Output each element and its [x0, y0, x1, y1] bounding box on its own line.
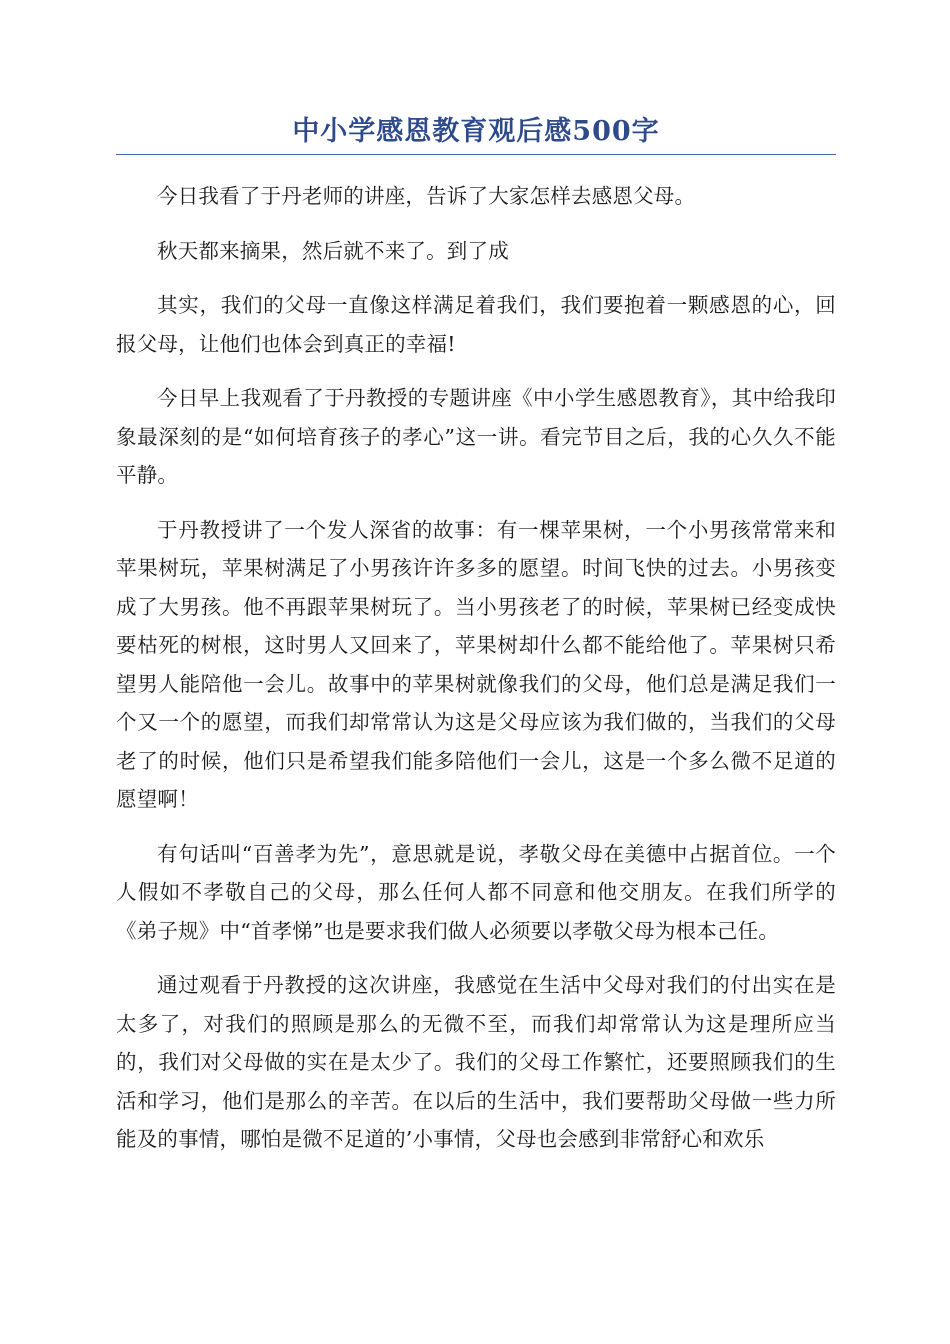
document-page — [116, 112, 836, 1175]
title-underline — [116, 154, 836, 155]
paragraph: 秋天都来摘果，然后就不来了。到了成 — [157, 238, 509, 263]
paragraph: 今日我看了于丹老师的讲座，告诉了大家怎样去感恩父母。 — [157, 184, 696, 208]
paragraph: 通过观看于丹教授的这次讲座，我感觉在生活中父母对我们的付出实在是太多了，对我们的照顾是那么的无微不至，而我们却常常认为这是理所应当的，我们对父母做的实在是太少了。我们的父母工作繁忙，还要照顾我们的生活和学习，他们是那么的辛苦。在以后的生活中，我们要帮助父母做一些力所能及的事情，哪怕是微不足道的’小事情，父母也会感到非常舒心和欢乐 — [116, 973, 836, 1151]
paragraph: 于丹教授讲了一个发人深省的故事：有一棵苹果树，一个小男孩常常来和苹果树玩，苹果树满足了小男孩许许多多的愿望。时间飞快的过去。小男孩变成了大男孩。他不再跟苹果树玩了。当小男孩老了的时候，苹果树已经变成快要枯死的树根，这时男人又回来了，苹果树却什么都不能给他了。苹果树只希望男人能陪他一会儿。故事中的苹果树就像我们的父母，他们总是满足我们一个又一个的愿望，而我们却常常认为这是父母应该为我们做的，当我们的父母老了的时候，他们只是希望我们能多陪他们一会儿，这是一个多么微不足道的愿望啊！ — [116, 517, 836, 811]
paragraph: 其实，我们的父母一直像这样满足着我们，我们要抱着一颗感恩的心，回报父母，让他们也体会到真正的幸福! — [116, 293, 836, 356]
paragraph: 有句话叫“百善孝为先”，意思就是说，孝敬父母在美德中占据首位。一个人假如不孝敬自己的父母，那么任何人都不同意和他交朋友。在我们所学的《弟子规》中“首孝悌”也是要求我们做人必须要以孝敬父母为根本己任。 — [116, 841, 836, 943]
paragraph: 今日早上我观看了于丹教授的专题讲座《中小学生感恩教育》，其中给我印象最深刻的是“如何培育孩子的孝心”这一讲。看完节目之后，我的心久久不能平静。 — [116, 386, 836, 487]
document-title: 中小学感恩教育观后感500字 — [292, 116, 660, 147]
